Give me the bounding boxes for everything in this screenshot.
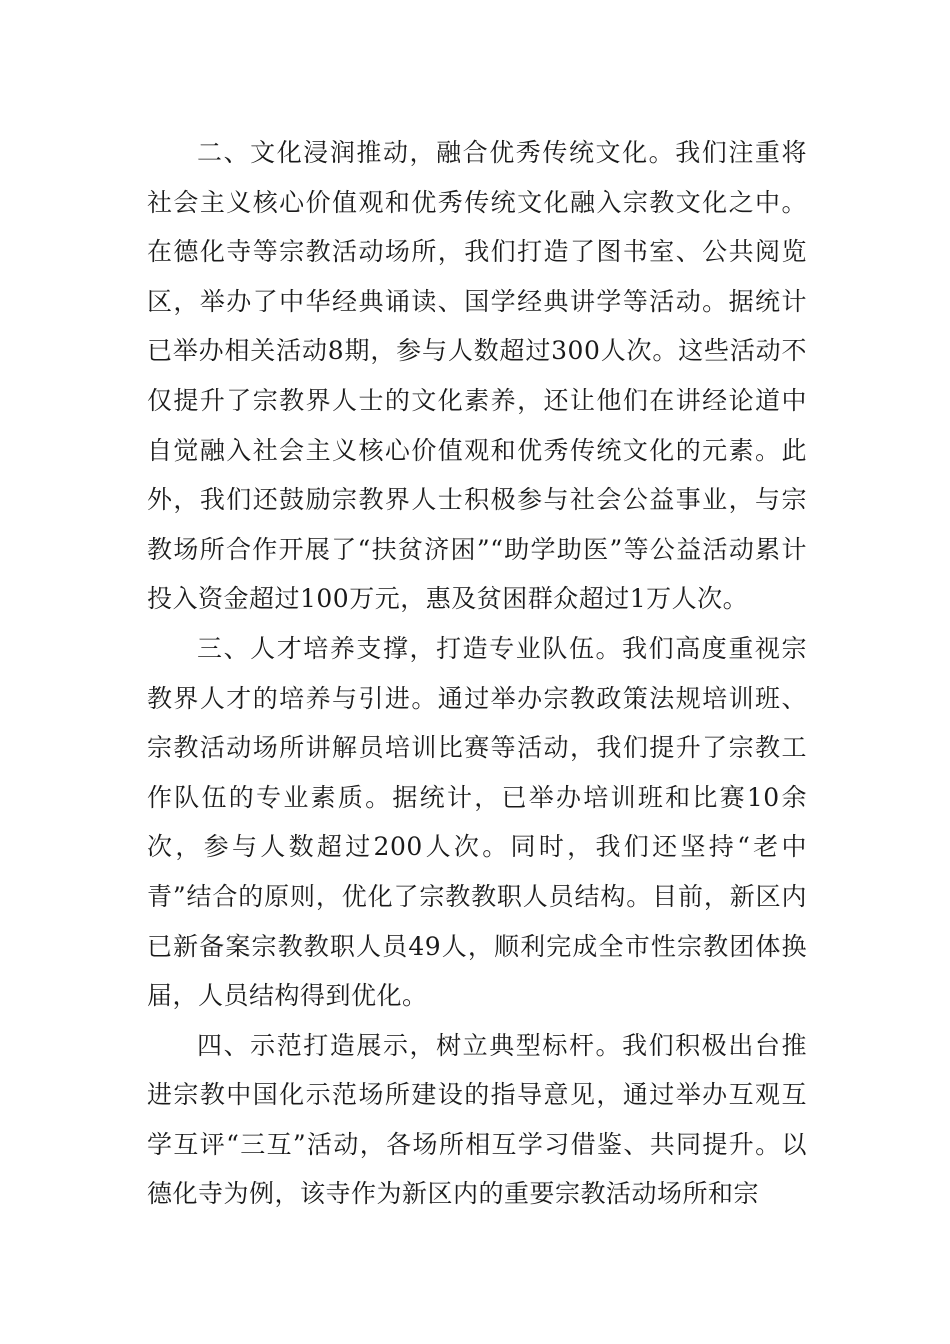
- document-page: [147, 128, 807, 1219]
- paragraph-culture: 二、文化浸润推动，融合优秀传统文化。我们注重将社会主义核心价值观和优秀传统文化融入宗教文化之中。在德化寺等宗教活动场所，我们打造了图书室、公共阅览区，举办了中华经典诵读、国学经典讲学等活动。据统计已举办相关活动8期，参与人数超过300人次。这些活动不仅提升了宗教界人士的文化素养，还让他们在讲经论道中自觉融入社会主义核心价值观和优秀传统文化的元素。此外，我们还鼓励宗教界人士积极参与社会公益事业，与宗教场所合作开展了“扶贫济困”“助学助医”等公益活动累计投入资金超过100万元，惠及贫困群众超过1万人次。: [147, 138, 807, 614]
- paragraph-talent: 三、人才培养支撑，打造专业队伍。我们高度重视宗教界人才的培养与引进。通过举办宗教政策法规培训班、宗教活动场所讲解员培训比赛等活动，我们提升了宗教工作队伍的专业素质。据统计，已举办培训班和比赛10余次，参与人数超过200人次。同时，我们还坚持“老中青”结合的原则，优化了宗教教职人员结构。目前，新区内已新备案宗教教职人员49人，顺利完成全市性宗教团体换届，人员结构得到优化。: [147, 633, 807, 1011]
- paragraph-demonstration: 四、示范打造展示，树立典型标杆。我们积极出台推进宗教中国化示范场所建设的指导意见，通过举办互观互学互评“三互”活动，各场所相互学习借鉴、共同提升。以德化寺为例，该寺作为新区内的重要宗教活动场所和宗: [147, 1030, 807, 1209]
